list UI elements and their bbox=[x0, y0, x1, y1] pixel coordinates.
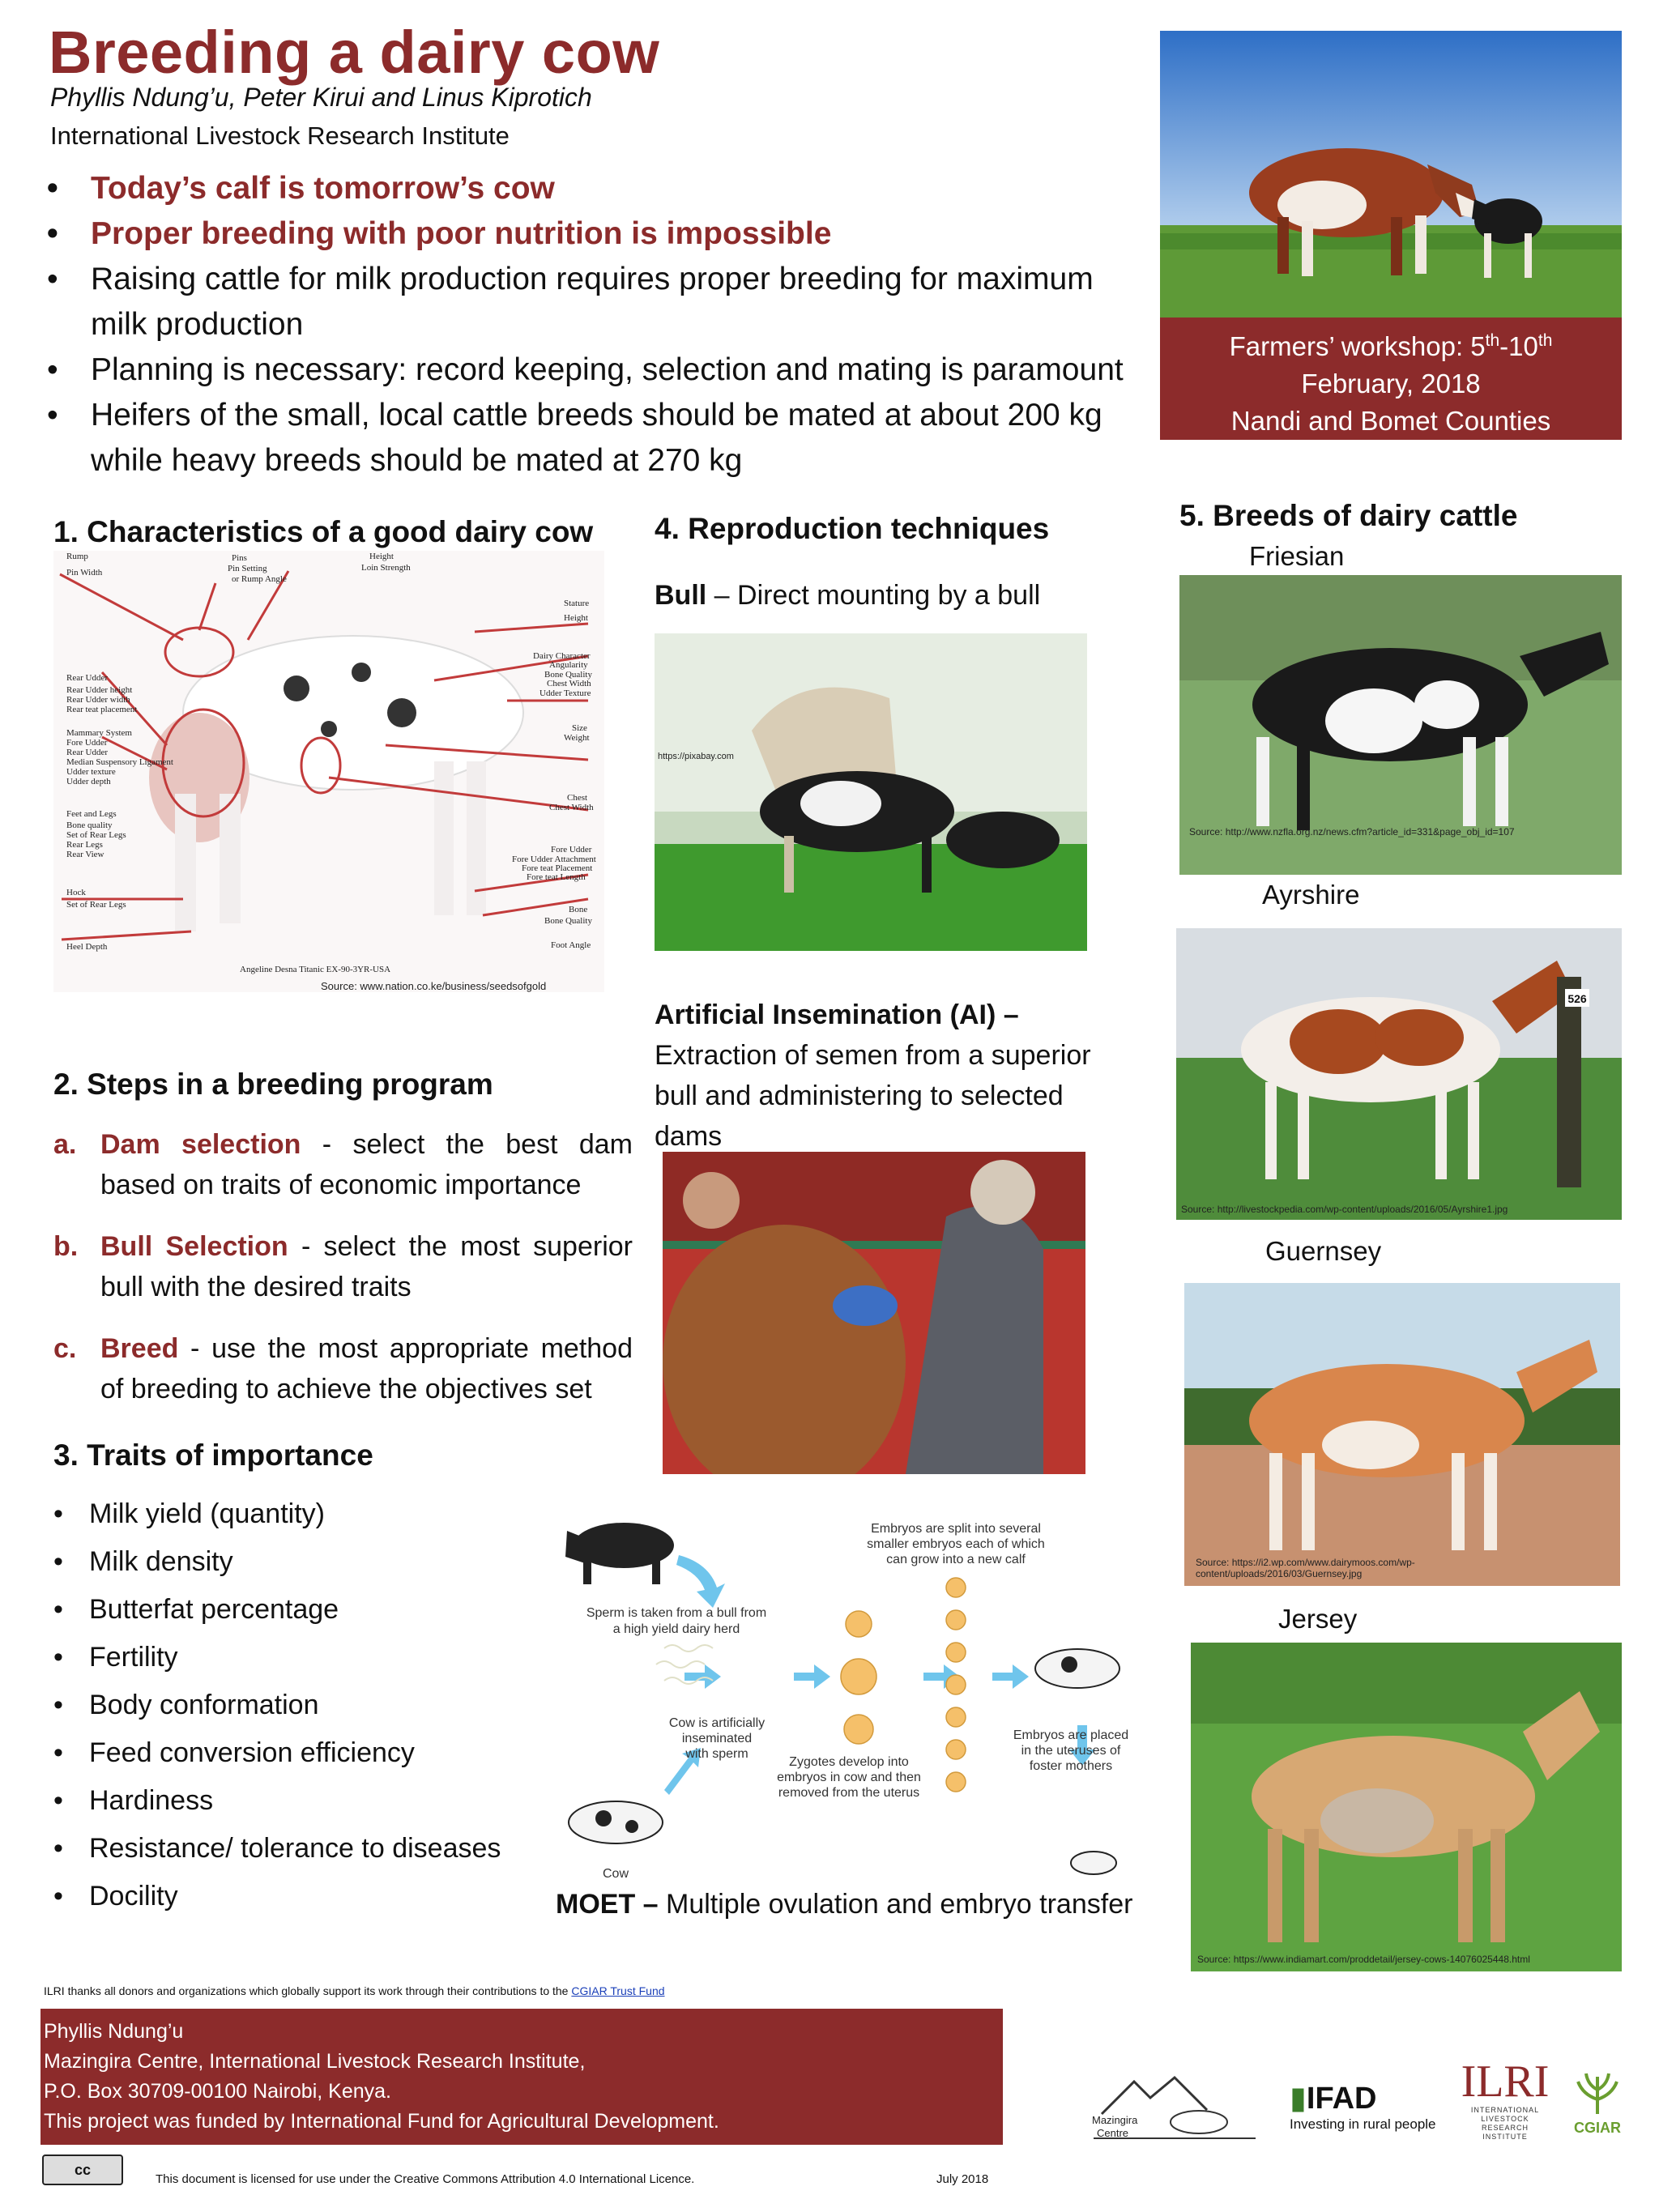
intro-bullets bbox=[42, 166, 1144, 484]
trait-item: • Docility bbox=[50, 1873, 501, 1920]
intro-point: • Planning is necessary: record keeping, selection and mating is paramount bbox=[42, 347, 1144, 393]
svg-text:Rear Legs: Rear Legs bbox=[66, 840, 103, 850]
ai-technique: Artificial Insemination (AI) – Extraction of semen from a superior bull and administering to selected dams bbox=[655, 999, 1091, 1152]
step-item: a. Dam selection - select the best dam based on traits of economic importance bbox=[53, 1129, 633, 1200]
label-pin-width: Pin Width bbox=[66, 568, 103, 578]
moet-sperm-text-1: Sperm is taken from a bull from bbox=[586, 1606, 767, 1620]
breed-name-jersey: Jersey bbox=[1278, 1604, 1358, 1634]
cgiar-leaf-icon bbox=[1572, 2067, 1623, 2116]
publication-date: July 2018 bbox=[936, 2172, 989, 2186]
svg-text:foster mothers: foster mothers bbox=[1029, 1759, 1113, 1773]
workshop-line2: February, 2018 bbox=[1301, 369, 1481, 399]
license-text: This document is licensed for use under the Creative Commons Attribution 4.0 International Licence. bbox=[156, 2172, 695, 2186]
svg-text:Embryos are placed: Embryos are placed bbox=[1013, 1728, 1129, 1742]
diagram-caption: Angeline Desna Titanic EX-90-3YR-USA bbox=[240, 965, 391, 974]
mazingira-logo bbox=[1085, 2065, 1264, 2146]
cow-characteristics-diagram bbox=[53, 551, 604, 992]
jersey-photo bbox=[1191, 1643, 1622, 1971]
workshop-banner bbox=[1160, 318, 1622, 440]
moet-diagram bbox=[543, 1507, 1175, 1895]
svg-text:Height: Height bbox=[564, 613, 588, 623]
contact-line: Mazingira Centre, International Livestock Research Institute, bbox=[44, 2050, 586, 2073]
svg-text:Heel Depth: Heel Depth bbox=[66, 942, 108, 952]
svg-text:Bone Quality: Bone Quality bbox=[544, 670, 592, 680]
section5-heading: 5. Breeds of dairy cattle bbox=[1179, 499, 1518, 532]
svg-text:Bone: Bone bbox=[569, 905, 588, 914]
intro-point: • Heifers of the small, local cattle breeds should be mated at about 200 kg while heavy breeds should be mated at 270 kg bbox=[42, 393, 1144, 484]
breed-name-friesian: Friesian bbox=[1249, 541, 1345, 571]
ayrshire-tag-number: 526 bbox=[1567, 992, 1587, 1005]
trait-item: • Milk yield (quantity) bbox=[50, 1490, 501, 1538]
creative-commons-icon: cc bbox=[42, 2154, 123, 2185]
traits-list bbox=[50, 1490, 501, 1920]
breeding-steps bbox=[53, 1124, 633, 1430]
svg-text:in the uteruses of: in the uteruses of bbox=[1021, 1744, 1121, 1758]
svg-text:Bone quality: Bone quality bbox=[66, 820, 113, 830]
trait-item: • Milk density bbox=[50, 1538, 501, 1586]
moet-label: MOET – Multiple ovulation and embryo transfer bbox=[556, 1889, 1133, 1920]
trait-item: • Feed conversion efficiency bbox=[50, 1729, 501, 1777]
svg-text:Fore teat Placement: Fore teat Placement bbox=[522, 863, 593, 873]
svg-text:Centre: Centre bbox=[1097, 2127, 1129, 2139]
poster-title: Breeding a dairy cow bbox=[49, 19, 660, 86]
ifad-logo: ▮IFAD Investing in rural people bbox=[1290, 2082, 1436, 2132]
trait-item: • Body conformation bbox=[50, 1681, 501, 1729]
svg-text:Foot Angle: Foot Angle bbox=[551, 940, 591, 950]
svg-text:Bone Quality: Bone Quality bbox=[544, 916, 592, 926]
svg-text:Stature: Stature bbox=[564, 599, 590, 608]
intro-point: • Raising cattle for milk production requires proper breeding for maximum milk production bbox=[42, 257, 1144, 347]
acknowledgement: ILRI thanks all donors and organizations which globally support its work through their contributions to the CGIAR Trust Fund bbox=[44, 1984, 665, 1997]
ayrshire-photo bbox=[1176, 928, 1622, 1220]
step-item: b. Bull Selection - select the most superior bull with the desired traits bbox=[53, 1231, 633, 1302]
svg-text:Median Suspensory Ligament: Median Suspensory Ligament bbox=[66, 757, 173, 767]
svg-text:Fore teat Length: Fore teat Length bbox=[527, 872, 586, 882]
svg-text:Set of Rear Legs: Set of Rear Legs bbox=[66, 830, 126, 840]
step-item: c. Breed - use the most appropriate method of breeding to achieve the objectives set bbox=[53, 1333, 633, 1404]
institute: International Livestock Research Institute bbox=[50, 121, 510, 150]
trait-item: • Butterfat percentage bbox=[50, 1586, 501, 1634]
svg-text:Chest Width: Chest Width bbox=[547, 679, 591, 688]
svg-text:Hock: Hock bbox=[66, 888, 86, 897]
svg-text:Fore Udder: Fore Udder bbox=[551, 845, 592, 855]
label-height: Height bbox=[369, 552, 394, 561]
section3-heading: 3. Traits of importance bbox=[53, 1438, 373, 1472]
svg-text:Rear Udder: Rear Udder bbox=[66, 748, 109, 757]
label-pin-setting: Pin Setting bbox=[228, 564, 267, 573]
svg-text:Rear Udder width: Rear Udder width bbox=[66, 695, 130, 705]
section1-source: Source: www.nation.co.ke/business/seedsofgold bbox=[321, 980, 547, 992]
contact-line: Phyllis Ndung’u bbox=[44, 2020, 184, 2043]
breed-name-guernsey: Guernsey bbox=[1265, 1236, 1382, 1266]
jersey-source: Source: https://www.indiamart.com/proddetail/jersey-cows-14076025448.html bbox=[1197, 1954, 1530, 1965]
bull-mounting-photo bbox=[655, 633, 1087, 951]
svg-text:Fore Udder: Fore Udder bbox=[66, 738, 108, 748]
trait-item: • Resistance/ tolerance to diseases bbox=[50, 1825, 501, 1873]
svg-text:Rear Udder: Rear Udder bbox=[66, 673, 109, 683]
label-loin-strength: Loin Strength bbox=[361, 563, 411, 573]
svg-text:Udder depth: Udder depth bbox=[66, 777, 111, 786]
ayrshire-source: Source: http://livestockpedia.com/wp-content/uploads/2016/05/Ayrshire1.jpg bbox=[1181, 1204, 1508, 1215]
cgiar-trust-fund-link[interactable]: CGIAR Trust Fund bbox=[571, 1984, 665, 1997]
section2-heading: 2. Steps in a breeding program bbox=[53, 1068, 493, 1101]
svg-text:smaller embryos each of which: smaller embryos each of which bbox=[867, 1537, 1045, 1551]
contact-line: This project was funded by International Fund for Agricultural Development. bbox=[44, 2110, 719, 2133]
svg-text:can grow into a new calf: can grow into a new calf bbox=[886, 1553, 1026, 1566]
svg-text:Udder texture: Udder texture bbox=[66, 767, 116, 777]
trait-item: • Fertility bbox=[50, 1634, 501, 1681]
guernsey-source: Source: https://i2.wp.com/www.dairymoos.com/wp- content/uploads/2016/03/Guernsey.jpg bbox=[1196, 1557, 1415, 1579]
intro-point: • Proper breeding with poor nutrition is impossible bbox=[42, 211, 1144, 257]
label-rump-angle: or Rump Angle bbox=[232, 574, 287, 584]
svg-text:embryos in cow and then: embryos in cow and then bbox=[777, 1771, 921, 1784]
svg-text:Rear teat placement: Rear teat placement bbox=[66, 705, 138, 714]
label-pins: Pins bbox=[232, 553, 247, 563]
guernsey-photo bbox=[1184, 1283, 1620, 1586]
moet-sperm-text-2: a high yield dairy herd bbox=[612, 1622, 740, 1636]
svg-text:Fore Udder Attachment: Fore Udder Attachment bbox=[512, 855, 596, 864]
section4-heading: 4. Reproduction techniques bbox=[655, 512, 1050, 545]
bull-technique: Bull – Direct mounting by a bull bbox=[655, 580, 1041, 611]
friesian-source: Source: http://www.nzfla.org.nz/news.cfm?article_id=331&page_obj_id=107 bbox=[1189, 826, 1515, 837]
svg-text:Chest: Chest bbox=[567, 793, 588, 803]
svg-text:Angularity: Angularity bbox=[549, 660, 588, 670]
label-rump: Rump bbox=[66, 552, 88, 561]
svg-text:Feet and Legs: Feet and Legs bbox=[66, 809, 117, 819]
breed-name-ayrshire: Ayrshire bbox=[1262, 880, 1360, 910]
svg-text:Zygotes develop into: Zygotes develop into bbox=[789, 1755, 909, 1769]
contact-line: P.O. Box 30709-00100 Nairobi, Kenya. bbox=[44, 2080, 391, 2103]
svg-text:Rear Udder height: Rear Udder height bbox=[66, 685, 133, 695]
artificial-insemination-photo bbox=[663, 1152, 1085, 1474]
workshop-line1: Farmers’ workshop: 5th-10th bbox=[1229, 331, 1553, 361]
svg-text:Set of Rear Legs: Set of Rear Legs bbox=[66, 900, 126, 910]
svg-text:Mazingira: Mazingira bbox=[1092, 2114, 1138, 2126]
trait-item: • Hardiness bbox=[50, 1777, 501, 1825]
friesian-photo bbox=[1179, 575, 1622, 875]
authors: Phyllis Ndung’u, Peter Kirui and Linus Kiprotich bbox=[50, 83, 592, 112]
svg-text:Cow is artificially: Cow is artificially bbox=[668, 1716, 766, 1730]
svg-text:Chest Width: Chest Width bbox=[549, 803, 594, 812]
svg-text:Mammary System: Mammary System bbox=[66, 728, 132, 738]
svg-text:inseminated: inseminated bbox=[681, 1732, 753, 1745]
contact-box bbox=[41, 2009, 1003, 2145]
cgiar-logo: CGIAR bbox=[1565, 2067, 1630, 2148]
svg-text:Dairy Character: Dairy Character bbox=[533, 651, 591, 661]
svg-text:Cow: Cow bbox=[602, 1867, 629, 1881]
svg-text:Size: Size bbox=[572, 723, 587, 733]
svg-text:Udder Texture: Udder Texture bbox=[539, 688, 591, 698]
svg-text:removed from the uterus: removed from the uterus bbox=[778, 1786, 920, 1800]
ilri-logo: ILRI INTERNATIONAL LIVESTOCK RESEARCH INSTITUTE bbox=[1461, 2056, 1550, 2141]
section1-heading: 1. Characteristics of a good dairy cow bbox=[53, 515, 594, 548]
workshop-line3: Nandi and Bomet Counties bbox=[1230, 406, 1551, 436]
svg-text:Rear View: Rear View bbox=[66, 850, 104, 859]
svg-text:Embryos are split into several: Embryos are split into several bbox=[871, 1522, 1041, 1536]
bull-photo-source: https://pixabay.com bbox=[658, 752, 734, 761]
intro-point: • Today’s calf is tomorrow’s cow bbox=[42, 166, 1144, 211]
svg-text:Weight: Weight bbox=[564, 733, 590, 743]
svg-text:with sperm: with sperm bbox=[685, 1747, 748, 1761]
